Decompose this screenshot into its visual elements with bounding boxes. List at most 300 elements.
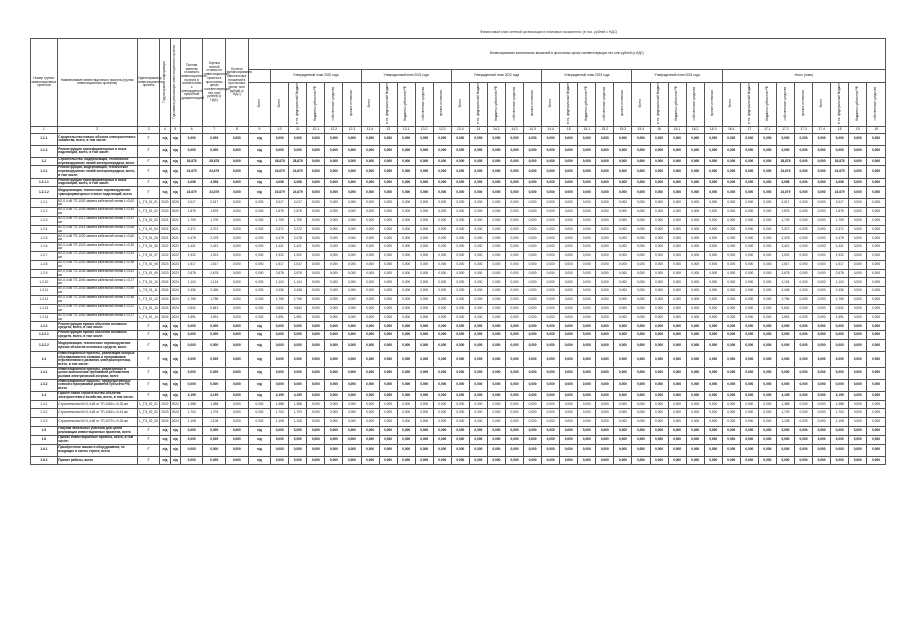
cell-value: 0,000: [614, 225, 632, 234]
cell-value: 0,000: [596, 435, 614, 444]
cell-value: 0,000: [433, 252, 451, 261]
header-sub-col-text: собственные средства: [511, 86, 516, 121]
cell-value: 0,000: [379, 352, 397, 368]
header-col-number: 15.1: [578, 126, 596, 133]
cell-value: 0,000: [524, 426, 542, 435]
cell-value: 0,000: [795, 367, 813, 379]
header-sub-col-text: прочие источники: [529, 90, 534, 117]
cell-value: 0,000: [415, 435, 433, 444]
cell-value: 0,000: [415, 225, 433, 234]
cell-value: 0,000: [325, 252, 343, 261]
cell-value: 0,000: [722, 322, 740, 331]
cell-value: 0,000: [686, 178, 704, 187]
cell-value: 0,000: [668, 269, 686, 278]
cell-value: 0,000: [506, 444, 524, 456]
cell-value: 0,000: [506, 252, 524, 261]
cell-value: 0,000: [776, 133, 794, 145]
cell-value: 0,000: [740, 199, 758, 208]
header-col-number: 13.3: [433, 126, 451, 133]
cell-value: 0,000: [686, 199, 704, 208]
cell-disclosure-year: н/д: [160, 379, 170, 391]
cell-project-id: L_ТЭ_02_02: [137, 409, 160, 418]
cell-number: 1.2.4: [31, 225, 58, 234]
cell-number: 1.1.1: [31, 133, 58, 145]
cell-value: 0,000: [542, 304, 560, 313]
cell-value: 0,000: [560, 157, 578, 166]
cell-value: 0,000: [343, 379, 361, 391]
cell-value: 1,124: [289, 278, 307, 287]
header-full-cost: Оценка полной стоимости инвестиционного проекта в прогнозных ценах соответствующих лет, млн рублей (с НДС): [203, 39, 226, 127]
cell-project-id: Г: [137, 340, 160, 352]
cell-value: 0,000: [379, 426, 397, 435]
cell-value: 0,000: [758, 444, 776, 456]
cell-value: 0,000: [704, 157, 722, 166]
cell-value: 0,000: [596, 178, 614, 187]
table-row: [31, 435, 886, 444]
cell-value: 0,000: [686, 331, 704, 340]
cell-value: 0,000: [849, 304, 867, 313]
cell-value: 0,000: [469, 379, 487, 391]
cell-value: 0,000: [248, 252, 271, 261]
cell-value: 0,000: [650, 456, 668, 465]
cell-value: 0,000: [180, 145, 203, 157]
cell-value: 0,000: [271, 456, 289, 465]
cell-disclosure-year: 2022: [160, 400, 170, 409]
cell-start-year: н/д: [170, 322, 180, 331]
cell-value: 0,000: [740, 145, 758, 157]
cell-number: 1.2.2.1: [31, 331, 58, 340]
cell-value: 0,000: [343, 178, 361, 187]
cell-value: 0,000: [632, 269, 650, 278]
header-sub-col-text: прочие источники: [710, 90, 715, 117]
cell-start-year: 2023: [170, 409, 180, 418]
cell-value: 0,000: [226, 278, 249, 287]
cell-disclosure-year: н/д: [160, 322, 170, 331]
header-col-number: 10: [271, 126, 289, 133]
cell-value: 0,000: [397, 234, 415, 243]
cell-value: 0,000: [203, 426, 226, 435]
cell-value: 0,000: [578, 157, 596, 166]
cell-value: 0,000: [343, 260, 361, 269]
cell-value: 0,000: [361, 435, 379, 444]
cell-disclosure-year: 2024: [160, 278, 170, 287]
table-row: [31, 322, 886, 331]
cell-value: 0,000: [795, 157, 813, 166]
cell-value: 24,679: [180, 187, 203, 199]
cell-value: 0,000: [650, 216, 668, 225]
cell-value: 0,000: [451, 426, 469, 435]
cell-value: 0,000: [668, 208, 686, 217]
cell-value: 0,000: [433, 287, 451, 296]
cell-disclosure-year: 2021: [160, 216, 170, 225]
cell-value: 0,000: [740, 187, 758, 199]
cell-value: 0,000: [226, 418, 249, 427]
cell-value: 0,000: [506, 208, 524, 217]
cell-value: 0,000: [758, 208, 776, 217]
header-sub-col-text: в т.ч. федеральный бюджет: [565, 83, 570, 125]
cell-value: 0,000: [668, 133, 686, 145]
cell-value: 0,000: [379, 379, 397, 391]
cell-value: 0,000: [451, 208, 469, 217]
cell-value: 0,000: [867, 216, 886, 225]
header-col-number: 15: [560, 126, 578, 133]
cell-value: 0,000: [361, 409, 379, 418]
cell-value: 0,000: [226, 287, 249, 296]
cell-value: 0,000: [343, 340, 361, 352]
cell-value: 0,000: [758, 426, 776, 435]
cell-value: 0,000: [487, 379, 505, 391]
cell-value: 0,000: [596, 313, 614, 322]
cell-value: 0,000: [343, 187, 361, 199]
cell-value: 0,000: [776, 456, 794, 465]
cell-value: 1,703: [271, 409, 289, 418]
cell-value: 0,000: [433, 379, 451, 391]
cell-value: 0,000: [307, 296, 325, 305]
cell-value: 1,709: [203, 216, 226, 225]
cell-value: 0,000: [722, 278, 740, 287]
cell-value: 0,000: [795, 225, 813, 234]
cell-value: 0,000: [325, 208, 343, 217]
cell-value: 4,199: [180, 391, 203, 400]
cell-value: 1,922: [180, 252, 203, 261]
cell-value: 2,678: [831, 269, 849, 278]
cell-value: 0,000: [740, 178, 758, 187]
cell-value: 0,000: [226, 426, 249, 435]
cell-value: 0,000: [668, 234, 686, 243]
cell-value: 0,000: [226, 379, 249, 391]
cell-value: 0,000: [668, 409, 686, 418]
cell-value: 0,000: [289, 444, 307, 456]
cell-value: 0,000: [415, 418, 433, 427]
cell-value: 28,878: [776, 157, 794, 166]
cell-value: 0,000: [849, 225, 867, 234]
cell-value: 0,000: [307, 145, 325, 157]
cell-value: 0,000: [867, 379, 886, 391]
cell-value: 1,876: [180, 208, 203, 217]
cell-value: 0,000: [596, 269, 614, 278]
cell-value: 0,000: [686, 278, 704, 287]
cell-value: 0,000: [849, 435, 867, 444]
cell-value: 0,000: [795, 260, 813, 269]
cell-value: 0,000: [758, 269, 776, 278]
header-col-number: 15.3: [614, 126, 632, 133]
cell-value: 0,000: [524, 352, 542, 368]
cell-value: 24,679: [831, 187, 849, 199]
cell-value: 0,000: [596, 444, 614, 456]
cell-project-name: Реконструкция трансформаторных и иных подстанций, всего, в том числе:: [57, 145, 137, 157]
cell-value: 2,678: [776, 269, 794, 278]
table-row: [31, 278, 886, 287]
cell-value: 1,703: [831, 409, 849, 418]
cell-disclosure-year: 2023: [160, 260, 170, 269]
cell-number: 1.4.3: [31, 418, 58, 427]
cell-value: 0,000: [542, 252, 560, 261]
cell-value: 0,000: [325, 278, 343, 287]
cell-value: 0,000: [325, 145, 343, 157]
cell-value: 1,124: [831, 278, 849, 287]
cell-value: 0,000: [686, 216, 704, 225]
header-year-3: Утвержденный план 2023 года: [542, 70, 632, 83]
cell-value: 0,000: [578, 296, 596, 305]
cell-project-id: Г: [137, 166, 160, 178]
cell-value: 0,000: [578, 400, 596, 409]
cell-value: 0,000: [433, 456, 451, 465]
cell-project-id: Г: [137, 133, 160, 145]
cell-value: 0,000: [433, 322, 451, 331]
header-sub-col-text: в т.ч. федеральный бюджет: [475, 83, 480, 125]
header-sub-col: [758, 83, 776, 127]
cell-value: 0,000: [397, 296, 415, 305]
cell-value: 0,842: [776, 304, 794, 313]
cell-value: 0,000: [180, 340, 203, 352]
cell-number: 1.3.2: [31, 379, 58, 391]
cell-value: 0,000: [506, 260, 524, 269]
cell-value: 0,000: [740, 225, 758, 234]
cell-value: н/д: [248, 340, 271, 352]
cell-value: 0,000: [596, 166, 614, 178]
cell-value: 0,000: [578, 444, 596, 456]
cell-value: 0,000: [560, 340, 578, 352]
cell-value: 0,000: [722, 260, 740, 269]
cell-value: 0,000: [578, 243, 596, 252]
cell-value: 0,000: [668, 322, 686, 331]
cell-value: 0,000: [415, 331, 433, 340]
cell-value: 0,000: [867, 409, 886, 418]
cell-value: 0,000: [614, 444, 632, 456]
cell-disclosure-year: н/д: [160, 456, 170, 465]
cell-value: 0,000: [813, 400, 831, 409]
cell-number: 1.2.11: [31, 287, 58, 296]
cell-value: 0,000: [578, 287, 596, 296]
cell-value: 0,000: [361, 208, 379, 217]
cell-disclosure-year: 2024: [160, 287, 170, 296]
cell-value: н/д: [248, 133, 271, 145]
cell-value: 0,000: [813, 260, 831, 269]
cell-value: 0,000: [487, 187, 505, 199]
cell-value: 0,000: [740, 367, 758, 379]
cell-value: 1,421: [271, 243, 289, 252]
cell-value: 0,000: [343, 296, 361, 305]
cell-project-name: КЛ-0,4 кВ ТП-1012 замена кабельной линии L=0,51 км: [57, 216, 137, 225]
cell-value: 0,000: [650, 296, 668, 305]
cell-value: 0,000: [831, 435, 849, 444]
cell-value: 0,000: [560, 199, 578, 208]
cell-value: 0,000: [849, 133, 867, 145]
header-disclosure-year-text: Год раскрытия информации: [162, 60, 167, 103]
cell-value: 0,000: [614, 352, 632, 368]
cell-value: 1,709: [831, 216, 849, 225]
cell-value: 0,000: [487, 208, 505, 217]
cell-value: 0,000: [469, 199, 487, 208]
cell-value: 0,000: [831, 322, 849, 331]
cell-value: 0,000: [226, 352, 249, 368]
cell-value: 0,000: [487, 322, 505, 331]
cell-value: 0,000: [596, 379, 614, 391]
cell-project-name: Модернизация, техническое перевооружение трансформаторных и иных подстанций, всего: [57, 187, 137, 199]
cell-value: 0,000: [433, 391, 451, 400]
cell-value: 0,000: [506, 269, 524, 278]
cell-value: 0,000: [650, 400, 668, 409]
header-col-number: 8: [226, 126, 249, 133]
cell-value: 0,000: [758, 435, 776, 444]
cell-value: 0,000: [433, 352, 451, 368]
cell-value: 0,000: [397, 145, 415, 157]
cell-value: 0,000: [469, 216, 487, 225]
header-sub-col-text: в т.ч. федеральный бюджет: [836, 83, 841, 125]
cell-value: 0,000: [722, 269, 740, 278]
cell-value: 0,000: [686, 340, 704, 352]
cell-value: 0,000: [686, 145, 704, 157]
header-col-number: 11: [289, 126, 307, 133]
cell-value: 0,000: [560, 269, 578, 278]
cell-value: 0,000: [271, 340, 289, 352]
cell-value: 0,000: [469, 252, 487, 261]
cell-value: 2,678: [289, 269, 307, 278]
header-sub-col: [506, 83, 524, 127]
header-col-number: 9: [248, 126, 271, 133]
cell-value: 0,000: [668, 287, 686, 296]
cell-disclosure-year: н/д: [160, 157, 170, 166]
cell-value: 0,000: [343, 409, 361, 418]
cell-value: 0,000: [415, 456, 433, 465]
cell-value: 1,421: [776, 243, 794, 252]
cell-value: 0,000: [849, 418, 867, 427]
cell-value: 0,000: [487, 216, 505, 225]
cell-value: 0,000: [704, 145, 722, 157]
cell-value: 1,709: [289, 216, 307, 225]
cell-value: 0,000: [361, 391, 379, 400]
cell-value: 0,000: [180, 331, 203, 340]
cell-value: 1,876: [203, 208, 226, 217]
cell-value: 0,000: [307, 243, 325, 252]
cell-value: 0,000: [524, 133, 542, 145]
cell-value: 0,842: [289, 304, 307, 313]
header-sub-col: [578, 83, 596, 127]
cell-number: 1.2.9: [31, 269, 58, 278]
table-row: [31, 304, 886, 313]
cell-value: 0,000: [668, 391, 686, 400]
cell-value: 0,000: [614, 199, 632, 208]
header-sub-col: [722, 83, 740, 127]
cell-value: 2,436: [180, 287, 203, 296]
cell-project-name: Строительство нового объекта электросетевого хозяйства, всего, в том числе:: [57, 133, 137, 145]
cell-value: 0,000: [361, 133, 379, 145]
cell-number: 1.2.8: [31, 260, 58, 269]
cell-value: 0,000: [433, 444, 451, 456]
cell-value: 0,000: [668, 252, 686, 261]
cell-project-name: Строительство, модернизация, техническое перевооружение линий электропередачи, всего: [57, 157, 137, 166]
cell-value: 0,000: [506, 409, 524, 418]
cell-disclosure-year: н/д: [160, 340, 170, 352]
cell-value: 0,000: [758, 296, 776, 305]
cell-value: 0,000: [795, 400, 813, 409]
cell-value: 0,000: [542, 216, 560, 225]
cell-number: 1.4: [31, 391, 58, 400]
cell-value: 0,000: [524, 234, 542, 243]
cell-value: 0,000: [867, 322, 886, 331]
header-col-number: 15.4: [632, 126, 650, 133]
cell-value: 1,388: [271, 400, 289, 409]
cell-value: 0,000: [849, 243, 867, 252]
cell-value: 0,000: [614, 340, 632, 352]
cell-value: 0,842: [831, 304, 849, 313]
cell-value: 0,000: [632, 243, 650, 252]
cell-value: 0,000: [433, 199, 451, 208]
cell-value: н/д: [248, 322, 271, 331]
cell-value: 0,000: [542, 145, 560, 157]
cell-value: 0,000: [379, 409, 397, 418]
cell-value: 0,000: [343, 322, 361, 331]
table-row: [31, 313, 886, 322]
cell-value: 0,000: [668, 260, 686, 269]
cell-value: 0,000: [325, 287, 343, 296]
cell-value: 0,000: [686, 208, 704, 217]
cell-value: 0,000: [740, 426, 758, 435]
cell-value: 1,517: [776, 260, 794, 269]
cell-value: 0,000: [668, 243, 686, 252]
cell-value: 0,000: [704, 456, 722, 465]
cell-value: 1,591: [289, 313, 307, 322]
cell-value: 0,000: [686, 391, 704, 400]
cell-value: 0,000: [650, 157, 668, 166]
cell-value: 0,000: [632, 400, 650, 409]
cell-value: 0,000: [469, 278, 487, 287]
cell-value: 0,000: [325, 234, 343, 243]
cell-project-name: КЛ-0,4 кВ ТП-1030 замена кабельной линии L=0,38 км: [57, 260, 137, 269]
cell-value: 0,000: [542, 379, 560, 391]
cell-value: 0,000: [203, 379, 226, 391]
cell-value: 0,000: [226, 133, 249, 145]
cell-value: 0,000: [578, 278, 596, 287]
cell-value: 0,000: [524, 287, 542, 296]
cell-value: 0,000: [451, 178, 469, 187]
cell-value: 0,000: [203, 145, 226, 157]
cell-value: 0,000: [867, 145, 886, 157]
cell-number: 1.2.1.2: [31, 187, 58, 199]
cell-value: 0,000: [487, 426, 505, 435]
cell-value: 0,000: [831, 444, 849, 456]
cell-value: 0,000: [686, 444, 704, 456]
header-sub-col-text: собственные средства: [602, 86, 606, 121]
cell-value: 0,000: [226, 367, 249, 379]
cell-value: 0,000: [203, 435, 226, 444]
header-col-number: 13.4: [451, 126, 469, 133]
cell-project-id: Г: [137, 157, 160, 166]
cell-value: 1,709: [776, 216, 794, 225]
cell-value: 0,000: [704, 178, 722, 187]
cell-project-name: Реконструкция трансформаторных и иных подстанций, всего, в том числе:: [57, 178, 137, 187]
cell-value: 0,000: [596, 409, 614, 418]
cell-value: 0,000: [307, 133, 325, 145]
cell-value: 0,000: [415, 400, 433, 409]
cell-value: 0,000: [506, 418, 524, 427]
cell-project-id: L_ТЭ_01_08: [137, 260, 160, 269]
cell-value: 1,124: [271, 278, 289, 287]
cell-value: 0,000: [307, 178, 325, 187]
cell-value: 0,000: [487, 418, 505, 427]
cell-project-name: КЛ-0,4 кВ ТП-1025 замена кабельной линии L=0,44 км: [57, 252, 137, 261]
cell-project-name: Инвестиционные проекты, реализуемые в целях выполнения требований регламентов рынков электрической энергии, всего: [57, 367, 137, 379]
cell-value: 0,000: [668, 296, 686, 305]
cell-value: 0,000: [578, 379, 596, 391]
cell-value: 0,000: [379, 145, 397, 157]
table-row: [31, 340, 886, 352]
cell-value: 0,000: [867, 367, 886, 379]
cell-value: 0,000: [487, 409, 505, 418]
cell-value: 0,000: [614, 456, 632, 465]
cell-value: 0,000: [795, 243, 813, 252]
cell-value: 0,000: [632, 379, 650, 391]
